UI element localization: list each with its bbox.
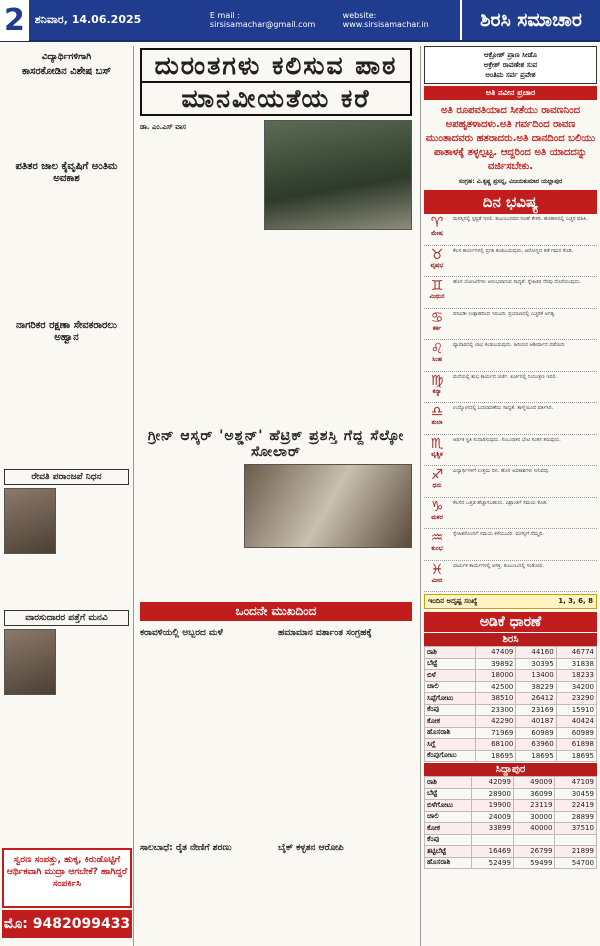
story-body: [4, 557, 129, 607]
horoscope-text: ಕೆಲಸದ ಒತ್ತಡ ಹೆಚ್ಚಾಗಬಹುದು. ವಿಶ್ರಾಂತಿಗೆ ಸಮಯ ಕೊಡಿ.: [453, 499, 548, 506]
horoscope-item: [424, 403, 597, 435]
horoscope-item: [424, 561, 597, 593]
left-column: [0, 46, 134, 946]
zodiac-sign: [424, 279, 450, 306]
notice: [4, 629, 129, 695]
notice-photo: [4, 629, 56, 695]
story-body: [4, 698, 129, 788]
rate-price: 42290: [476, 716, 516, 728]
quote-credit: ಸಂಗ್ರಹ: ವಿ.ಕೃಷ್ಣ ಪ್ರಸನ್ನ, ವಿಜಯಕುಮಾರ ಯಲ್ಲಾಪುರ: [458, 178, 563, 185]
rate-variety: ಕೋಕ: [425, 823, 472, 835]
rate-price: 30395: [516, 658, 556, 670]
rate-price: 42099: [472, 777, 514, 789]
zodiac-name: ಧನು: [432, 482, 442, 489]
lead-story-body: [264, 233, 412, 415]
zodiac-sign: [424, 437, 450, 464]
lucky-label: ಇಂದಿನ ಅದೃಷ್ಟ ಸಂಖ್ಯೆ: [428, 597, 478, 605]
market-siddapur: ಸಿದ್ದಾಪುರ: [424, 762, 597, 776]
lucky-numbers: [424, 594, 597, 609]
rate-variety: ಸಿಪ್ಪೆಗೋಟು: [425, 693, 476, 705]
lead-story: [140, 120, 412, 424]
issue-date: ಶನಿವಾರ, 14.06.2025: [34, 13, 142, 26]
story-body: [4, 346, 129, 466]
gold-loan-ad: ಸ್ವರಣ ಸಂಪತ್ತು, ಹುಕ್ಕ, ಕಿರುಡೊಟ್ಟಿಗೆ ಆರ್ಥಿಕವಾಗಿ ಮುದ್ರಾ ಆಗಬೇಕೆ? ಹಾಗಿದ್ದರೆ ಸಂಪರ್ಕಿಸಿ: [2, 848, 132, 908]
rate-price: 18695: [556, 750, 596, 762]
story-body: [140, 855, 274, 907]
rate-price: 49009: [513, 777, 555, 789]
rate-variety: ಚಾಲಿ: [425, 811, 472, 823]
horoscope-text: ವ್ಯಾಪಾರದಲ್ಲಿ ಲಾಭ ಕಂಡುಬರುವುದು. ಹಿರಿಯರ ಆಶೀರ್ವಾದ ಪಡೆಯಿರಿ.: [453, 342, 566, 348]
rate-price: 54700: [555, 857, 597, 869]
rate-variety: ಕೆಂಪು: [425, 704, 476, 716]
rate-price: 38510: [476, 693, 516, 705]
zodiac-icon: ♐: [430, 467, 444, 483]
rate-price: 23290: [556, 693, 596, 705]
rate-price: 18695: [516, 750, 556, 762]
zodiac-icon: ♌: [430, 341, 444, 357]
rate-row: [425, 823, 597, 835]
horoscope-text: ಹೊಸ ಯೋಜನೆಗಳು ಆರಂಭವಾಗುವ ಸಾಧ್ಯತೆ. ಸ್ನೇಹಿತರ ನೆರವು ದೊರೆಯುವುದು.: [453, 279, 582, 285]
zodiac-icon: ♏: [430, 435, 444, 452]
zodiac-sign: [424, 248, 450, 275]
zodiac-sign: [424, 500, 450, 527]
story-body: [278, 640, 412, 840]
quote-box: [424, 46, 597, 84]
rates-table-siddapur: [424, 776, 597, 869]
solar-story: [140, 464, 412, 599]
rate-row: [425, 693, 597, 705]
quote-text: ಅತಿ ರೂಪವತಿಯಾದ ಸೀತೆಯು ರಾವಣನಿಂದ ಅಪಹೃತಳಾದಳು.ಅತಿ ಗರ್ವದಿಂದ ರಾವಣ ಮುಂತಾದವರು ಹತರಾದರು.ಅತಿ ದಾನದಿಂದ ಬಲಿಯು ಪಾತಾಳಕ್ಕೆ ತಳ್ಳಲ್ಪಟ್ಟ. ಆದ್ದರಿಂದ ಅತಿ ಯಾದದನ್ನು ವರ್ಜಿಸಬೇಕು.: [425, 105, 596, 172]
zodiac-name: ಮಕರ: [431, 513, 443, 521]
rate-row: [425, 846, 597, 858]
zodiac-sign: [424, 374, 450, 401]
page-number: 2: [0, 0, 29, 41]
rate-price: 47409: [476, 647, 516, 659]
zodiac-icon: ♊: [430, 278, 444, 294]
rate-price: 21899: [555, 846, 597, 858]
horoscope-text: ಆರ್ಥಿಕ ಸ್ಥಿತಿ ಸುಧಾರಿಸುವುದು. ಸಂಬಂಧಿಕರ ಭೇಟಿ ಸಂತಸ ತರುವುದು.: [453, 436, 561, 443]
horoscope-text: ಮನಸ್ಸಿನಲ್ಲಿ ಸ್ಪಷ್ಟತೆ ಇರಲಿ. ಕುಟುಂಬದವರ ಸಲಹೆ ಕೇಳಿರಿ. ಹಣಕಾಸಿನಲ್ಲಿ ಎಚ್ಚರ ವಹಿಸಿ.: [453, 216, 588, 222]
contact-email: E mail : sirsisamachar@gmail.com: [209, 11, 316, 29]
masthead: [0, 0, 600, 42]
rate-price: 59499: [513, 857, 555, 869]
horoscope-text: ಧಾರ್ಮಿಕ ಕಾರ್ಯಗಳಲ್ಲಿ ಆಸಕ್ತಿ. ಕುಟುಂಬದಲ್ಲಿ ಸಂತೋಷ.: [453, 562, 545, 569]
zodiac-name: ಸಿಂಹ: [431, 356, 442, 363]
rate-price: 18000: [476, 670, 516, 682]
story-body: [140, 640, 274, 840]
rate-price: 26799: [513, 846, 555, 858]
lead-story-photo: [264, 120, 412, 230]
story-body: [4, 187, 129, 317]
zodiac-icon: ♋: [430, 309, 444, 326]
rate-price: 22419: [555, 800, 597, 812]
zodiac-name: ಕರ್ಕ: [432, 324, 442, 332]
rate-price: 33899: [472, 823, 514, 835]
notice-body: [60, 629, 129, 695]
zodiac-sign: [424, 531, 450, 558]
rate-variety: ಕೆಂಪುಗೋಟು: [425, 750, 476, 762]
quote-line: ಆಕ್ರೋಶ್ ಪ್ರಾಣ ಸೀಡೊ: [484, 51, 537, 59]
rate-price: 23119: [513, 800, 555, 812]
rate-price: 68100: [476, 739, 516, 751]
horoscope-item: [424, 435, 597, 467]
rate-row: [425, 658, 597, 670]
zodiac-icon: ♎: [430, 404, 444, 420]
obituary: [4, 488, 129, 554]
rate-price: [513, 834, 555, 846]
rate-row: [425, 681, 597, 693]
rate-row: [425, 670, 597, 682]
story-headline: ಸಾಲಬಾಧೆ: ರೈತ ನೇಣಿಗೆ ಶರಣು: [140, 843, 232, 853]
rate-price: 63960: [516, 739, 556, 751]
horoscope-item: [424, 340, 597, 372]
rate-price: 16469: [472, 846, 514, 858]
rate-price: 15910: [556, 704, 596, 716]
continued-band: ಒಂದನೇ ಮುಖದಿಂದ: [140, 602, 412, 621]
rate-row: [425, 750, 597, 762]
obituary-title: ರೇವತಿ ಪರಾಂಜಪೆ ನಿಧನ: [4, 469, 129, 485]
rate-variety: ಬಿಳೆಗೋಟು: [425, 800, 472, 812]
rate-row: [425, 788, 597, 800]
horoscope-item: [424, 466, 597, 498]
zodiac-sign: [424, 311, 450, 338]
story-headline: ಕಾಸರಕೋಡಿನ ವಿಶೇಷ ಬಸ್: [22, 66, 111, 77]
rate-price: 23169: [516, 704, 556, 716]
market-sirsi: ಶಿರಸಿ: [424, 632, 597, 646]
byline: ಡಾ. ಎಂ.ಎಸ್ ವಾಸ: [140, 123, 186, 131]
story-body: [140, 464, 240, 599]
award-photo: [244, 464, 412, 548]
lucky-value: 1, 3, 6, 8: [558, 597, 593, 605]
horoscope-text: ದಿನವಿಡೀ ಉತ್ಸಾಹದಿಂದ ಇರುವಿರಿ. ಪ್ರಯಾಣದಲ್ಲಿ ಎಚ್ಚರಿಕೆ ಅಗತ್ಯ.: [453, 310, 556, 317]
rate-price: 36099: [513, 788, 555, 800]
zodiac-icon: ♉: [430, 246, 444, 263]
zodiac-icon: ♑: [430, 498, 444, 515]
website: website: www.sirsisamachar.in: [342, 11, 429, 29]
rate-price: 60989: [516, 727, 556, 739]
story-headline: ಪತಿತರ ಜಾಲ ಕೈವೃಷಿಗೆ ಅಂತಿಮ ಅವಕಾಶ: [15, 161, 118, 184]
horoscope-text: ಸ್ನೇಹಿತರೊಂದಿಗೆ ಸಮಯ ಕಳೆಯುವಿರಿ. ಮನಸ್ಸಿಗೆ ನೆಮ್ಮದಿ.: [453, 531, 544, 537]
rate-row: [425, 739, 597, 751]
rate-variety: ರಾಶಿ: [425, 647, 476, 659]
rate-row: [425, 811, 597, 823]
zodiac-name: ವೃಷಭ: [430, 261, 444, 269]
horoscope-item: [424, 529, 597, 561]
story-headline: ಬೈಕ್ ಕಳ್ಳತನ ಆರೋಪಿ: [278, 843, 344, 853]
rate-variety: ಕೋಕ: [425, 716, 476, 728]
rate-price: 39892: [476, 658, 516, 670]
zodiac-sign: [424, 563, 450, 590]
rate-price: 30000: [513, 811, 555, 823]
zodiac-name: ತುಲಾ: [431, 419, 443, 426]
zodiac-icon: ♒: [430, 530, 444, 546]
rate-row: [425, 800, 597, 812]
continued-stories: [140, 625, 412, 907]
zodiac-sign: [424, 216, 450, 243]
rate-price: 28899: [555, 811, 597, 823]
horoscope-item: [424, 246, 597, 278]
zodiac-icon: ♍: [430, 372, 444, 389]
rate-price: 42500: [476, 681, 516, 693]
zodiac-icon: ♈: [430, 215, 444, 231]
rate-price: 47109: [555, 777, 597, 789]
rate-price: 37510: [555, 823, 597, 835]
story-headline: ಕರಾವಳಿಯಲ್ಲಿ ಅಬ್ಬರದ ಮಳೆ: [140, 628, 223, 638]
lead-headline: [140, 48, 412, 116]
horoscope-list: [424, 214, 597, 592]
rate-variety: ಬೆಟ್ಟೆ: [425, 658, 476, 670]
zodiac-name: ಮಿಥುನ: [429, 293, 445, 300]
zodiac-sign: [424, 468, 450, 495]
rate-price: 60989: [556, 727, 596, 739]
rate-price: 40187: [516, 716, 556, 728]
horoscope-item: [424, 277, 597, 309]
story-headline: ಹಮಾಮಾನ ವರ್ತಾಂತ ಸಂಗ್ರಹಕ್ಕೆ: [278, 628, 372, 638]
right-column: [420, 46, 600, 946]
story-kicker: ವಿದ್ಯಾರ್ಥಿಗಳಿಗಾಗಿ: [41, 52, 92, 62]
horoscope-text: ವಿದ್ಯಾರ್ಥಿಗಳಿಗೆ ಉತ್ತಮ ದಿನ. ಹೊಸ ಅವಕಾಶಗಳು ಸಿಗುವವು.: [453, 468, 550, 474]
rate-row: [425, 647, 597, 659]
story-body: [4, 80, 129, 158]
rate-row: [425, 716, 597, 728]
zodiac-name: ಮೇಷ: [431, 230, 443, 237]
quote-banner: ಅತಿ ನವೀನ ಪ್ರಚಾರ: [424, 86, 597, 100]
horoscope-item: [424, 498, 597, 530]
rate-row: [425, 727, 597, 739]
rate-price: 26412: [516, 693, 556, 705]
zodiac-name: ಮೀನ: [431, 576, 443, 584]
rate-price: 28900: [472, 788, 514, 800]
rate-price: 23300: [476, 704, 516, 716]
story-headline: ಗ್ರೀನ್ ಆಸ್ಕರ್ 'ಅಶ್ಡನ್' ಹೆಟ್ರಿಕ್ ಪ್ರಶಸ್ತಿ ಗೆದ್ದ ಸೆಲ್ಕೋ ಸೋಲಾರ್: [147, 428, 405, 460]
zodiac-sign: [424, 405, 450, 432]
rate-price: [472, 834, 514, 846]
zodiac-sign: [424, 342, 450, 369]
rate-row: [425, 834, 597, 846]
zodiac-name: ಕನ್ಯಾ: [432, 387, 442, 395]
rate-price: 61898: [556, 739, 596, 751]
obituary-photo: [4, 488, 56, 554]
rate-price: 40424: [556, 716, 596, 728]
masthead-bar: [0, 0, 460, 40]
horoscope-text: ಉದ್ಯೋಗದಲ್ಲಿ ಬದಲಾವಣೆಯ ಸಾಧ್ಯತೆ. ತಾಳ್ಮೆಯಿಂದ ವರ್ತಿಸಿರಿ.: [453, 405, 554, 411]
rate-price: 52499: [472, 857, 514, 869]
horoscope-title: ದಿನ ಭವಿಷ್ಯ: [424, 190, 597, 214]
story-body: [278, 855, 412, 907]
rate-price: 44160: [516, 647, 556, 659]
obituary-body: [60, 488, 129, 554]
horoscope-item: [424, 309, 597, 341]
rate-price: 34200: [556, 681, 596, 693]
rate-price: 24009: [472, 811, 514, 823]
zodiac-name: ವೃಶ್ಚಿಕ: [431, 450, 443, 458]
horoscope-item: [424, 214, 597, 246]
middle-column: [136, 46, 416, 946]
rate-price: 38229: [516, 681, 556, 693]
rate-row: [425, 704, 597, 716]
quote-line: ಅಕ್ರೇಶ್ ರಾವಣೇಶ ಸುವ: [483, 61, 538, 69]
lead-headline-line2: ಮಾನವೀಯತೆಯ ಕರೆ: [142, 81, 410, 114]
rate-price: 18695: [476, 750, 516, 762]
rate-variety: ಬೆಟ್ಟೆ: [425, 788, 472, 800]
horoscope-text: ಕೆಲಸ ಕಾರ್ಯಗಳಲ್ಲಿ ಪ್ರಗತಿ ಕಂಡುಬರುವುದು. ಆರೋಗ್ಯದ ಕಡೆ ಗಮನ ಕೊಡಿ.: [453, 247, 574, 254]
rates-table-sirsi: [424, 646, 597, 762]
rate-price: 30459: [555, 788, 597, 800]
rate-variety: ಬಿಳೆ: [425, 670, 476, 682]
rate-variety: ಕೆಂಪು: [425, 834, 472, 846]
horoscope-text: ಮನೆಯಲ್ಲಿ ಶುಭ ಕಾರ್ಯದ ಚರ್ಚೆ. ಖರ್ಚಿನಲ್ಲಿ ನಿಯಂತ್ರಣ ಇರಲಿ.: [453, 373, 557, 380]
rate-price: 31838: [556, 658, 596, 670]
rate-variety: ಚಾಲಿ: [425, 681, 476, 693]
rate-row: [425, 777, 597, 789]
zodiac-icon: ♓: [430, 561, 444, 578]
rate-variety: ರಾಶಿ: [425, 777, 472, 789]
paper-name: ಶಿರಸಿ ಸಮಾಚಾರ: [460, 0, 600, 40]
rate-price: 71969: [476, 727, 516, 739]
rate-price: 18233: [556, 670, 596, 682]
zodiac-name: ಕುಂಭ: [431, 545, 443, 552]
ad-phone-number: ಮೊ: 9482099433: [2, 910, 132, 938]
rate-variety: ಹೊಸರಾಶಿ: [425, 857, 472, 869]
horoscope-item: [424, 372, 597, 404]
rate-price: 13400: [516, 670, 556, 682]
rate-price: 19900: [472, 800, 514, 812]
lead-headline-line1: ದುರಂತಗಳು ಕಲಿಸುವ ಪಾಠ: [154, 51, 398, 80]
arecanut-rates-title: ಅಡಿಕೆ ಧಾರಣೆ: [424, 612, 597, 632]
story-body: [244, 551, 412, 599]
rate-price: 46774: [556, 647, 596, 659]
story-headline: ನಾಗರಿಕರ ರಕ್ಷಣಾ ಸೇವಕರಾರಲು ಅಹ್ವಾನ: [16, 320, 117, 343]
rate-variety: ತಟ್ಟಿಬೆಟ್ಟೆ: [425, 846, 472, 858]
rate-price: [555, 834, 597, 846]
rate-variety: ಸಿಗ್ಲೆ: [425, 739, 476, 751]
rate-row: [425, 857, 597, 869]
rate-price: 40000: [513, 823, 555, 835]
lead-story-body: [140, 134, 260, 424]
quote-line: ಅಂತಿಮ ಸರ್ವ ಪ್ರವೇಶ: [485, 71, 536, 79]
notice-title: ವಾರಸುದಾರರ ಪತ್ತೆಗೆ ಮನವಿ: [4, 610, 129, 626]
rate-variety: ಹೊಸರಾಶಿ: [425, 727, 476, 739]
